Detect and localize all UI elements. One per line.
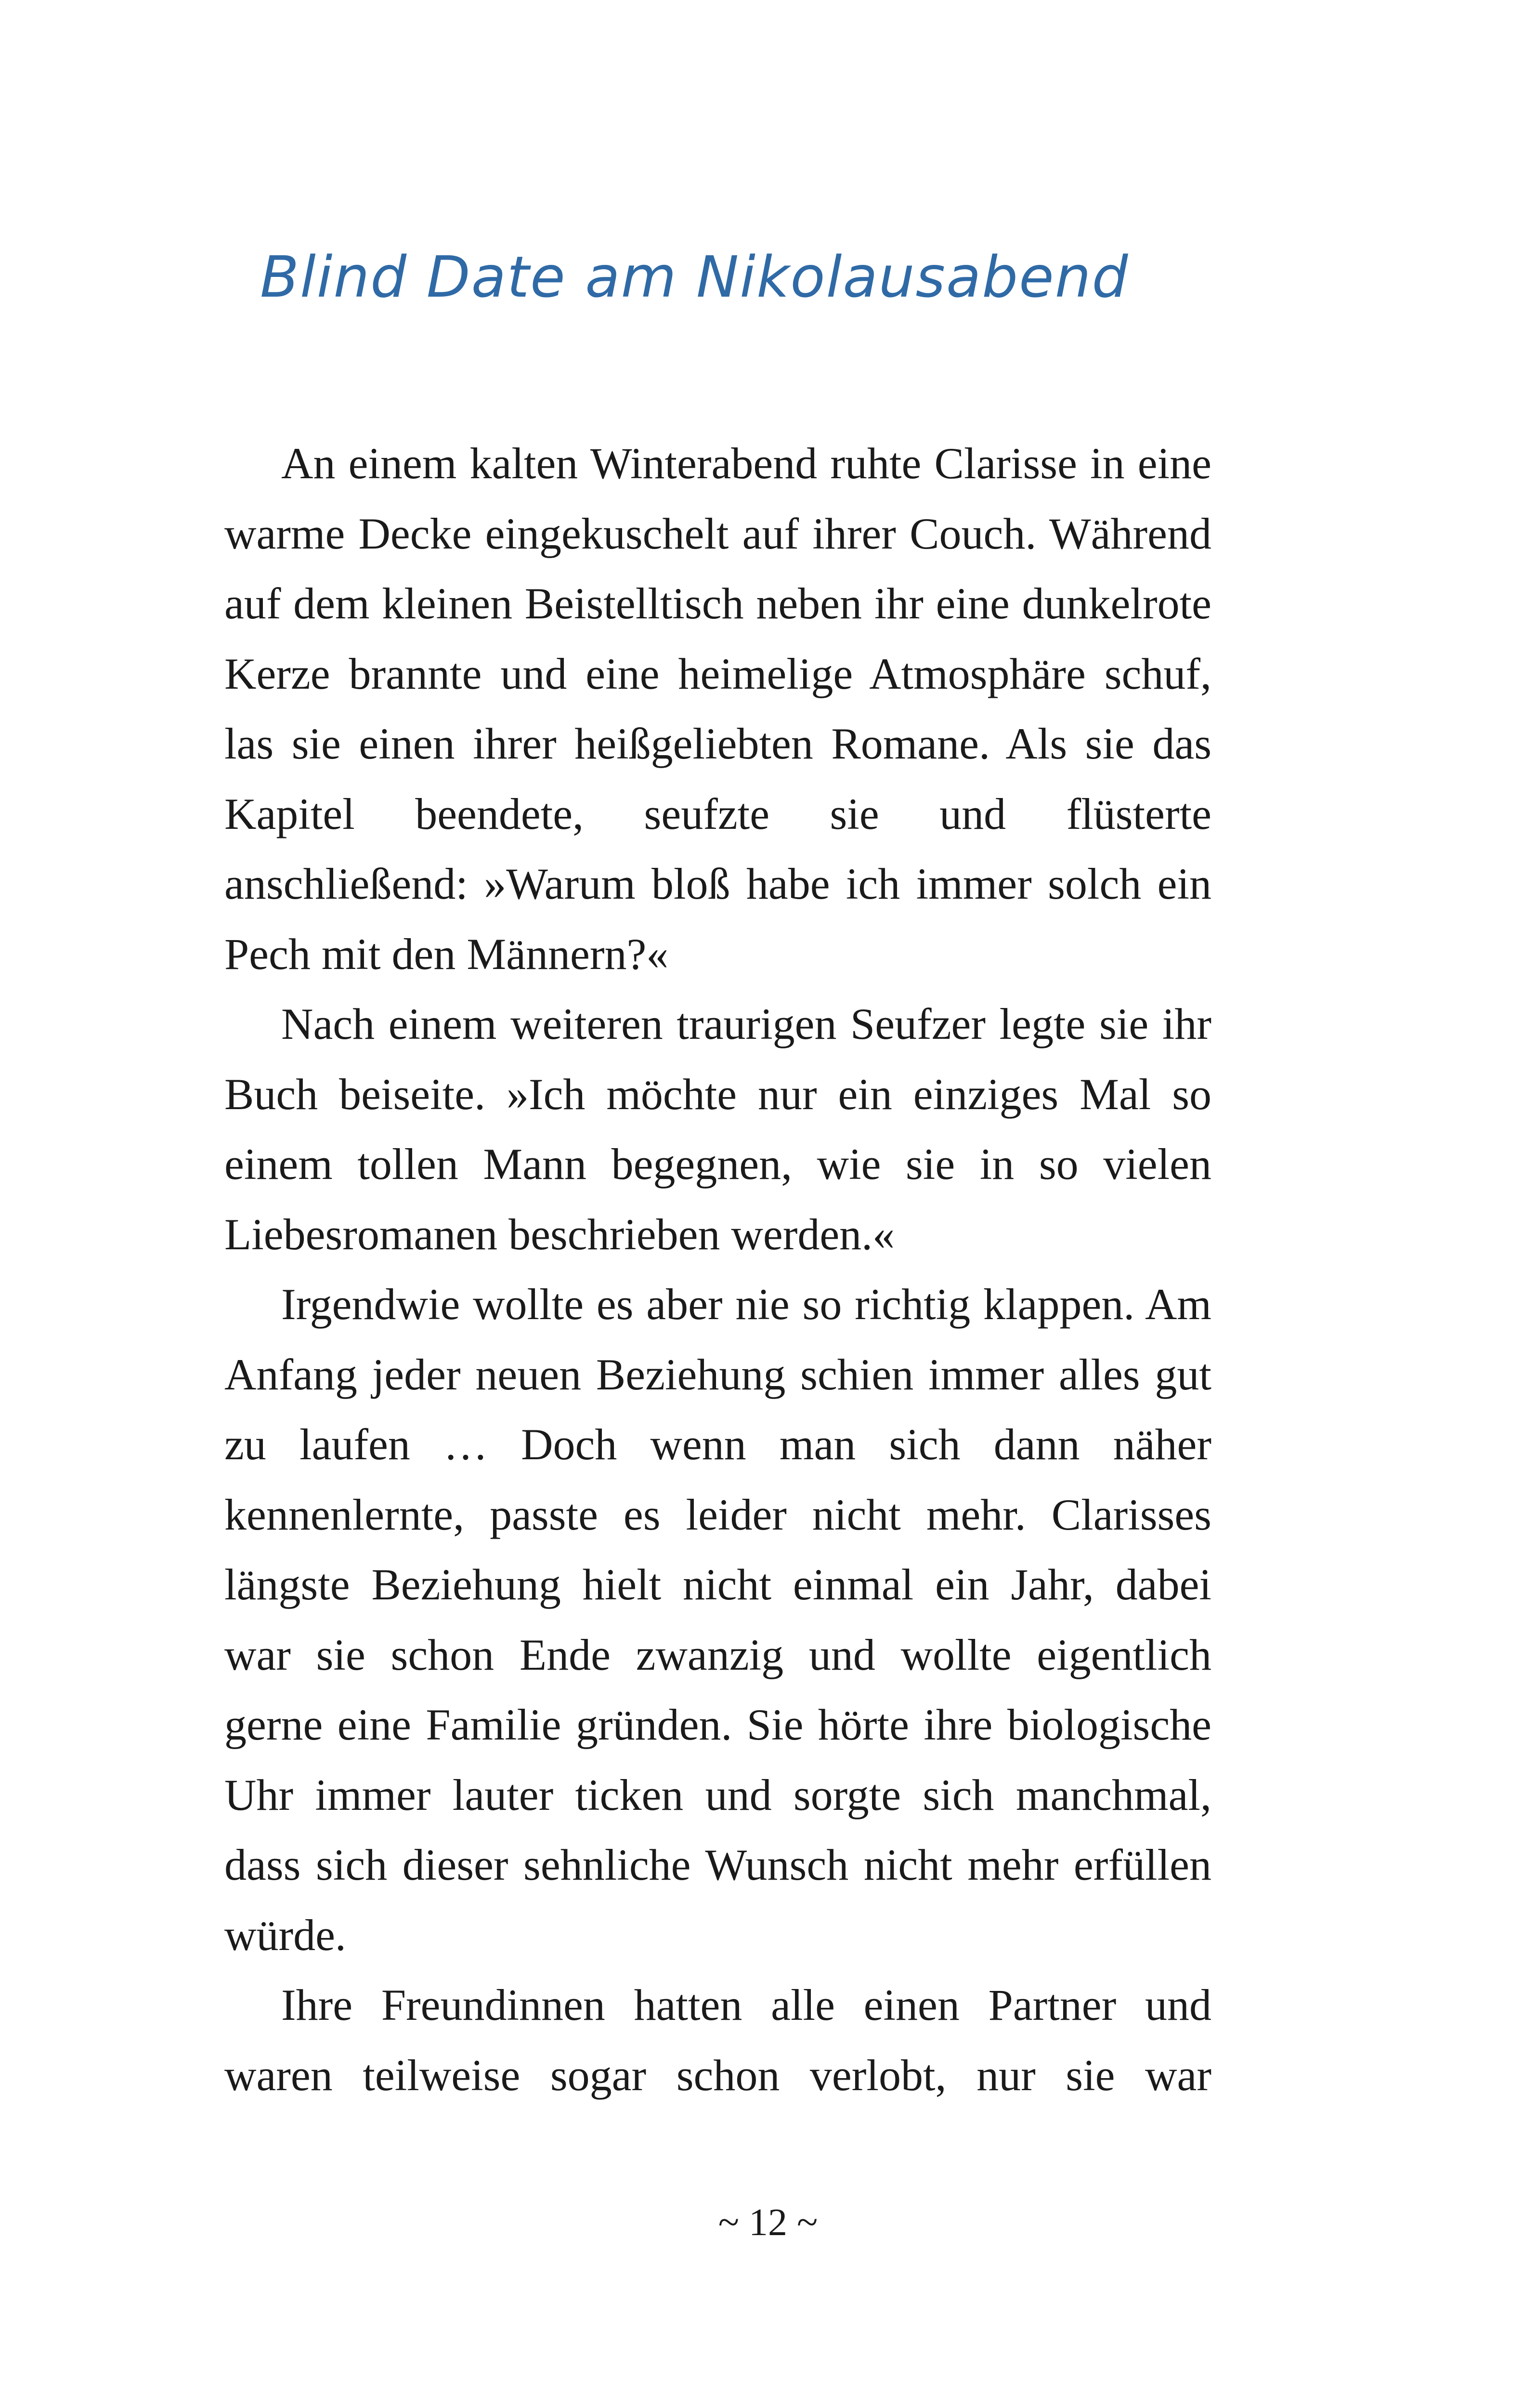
page-number: ~ 12 ~ bbox=[718, 2201, 818, 2244]
paragraph: Ihre Freundinnen hatten alle einen Partner und waren teilweise sogar schon verlobt, nur sie war bbox=[224, 1980, 1211, 2100]
paragraph: Nach einem weiteren traurigen Seufzer legte sie ihr Buch beiseite. »Ich möchte nur ein einziges Mal so einem tollen Mann begegnen, wie sie in so vielen Liebesromanen beschrieben werden.« bbox=[224, 999, 1211, 1259]
body-text bbox=[224, 429, 1211, 2110]
paragraph: Irgendwie wollte es aber nie so richtig klappen. Am Anfang jeder neuen Beziehung schien immer alles gut zu laufen … Doch wenn man sich dann näher kennenlernte, passte es leider nicht mehr. Clarisses längste Beziehung hielt nicht einmal ein Jahr, dabei war sie schon Ende zwanzig und wollte eigentlich gerne eine Familie gründen. Sie hörte ihre biologische Uhr immer lauter ticken und sorgte sich manchmal, dass sich dieser sehnliche Wunsch nicht mehr erfüllen würde. bbox=[224, 1280, 1211, 1960]
chapter-title: Blind Date am Nikolausabend bbox=[260, 244, 1129, 310]
paragraph: An einem kalten Winterabend ruhte Clarisse in eine warme Decke eingekuschelt auf ihrer Couch. Während auf dem kleinen Beistelltisch neben ihr eine dunkelrote Kerze brannte und eine heimelige Atmosphäre schuf, las sie einen ihrer heißgeliebten Romane. Als sie das Kapitel beendete, seufzte sie und flüsterte anschließend: »Warum bloß habe ich immer solch ein Pech mit den Männern?« bbox=[224, 439, 1211, 979]
